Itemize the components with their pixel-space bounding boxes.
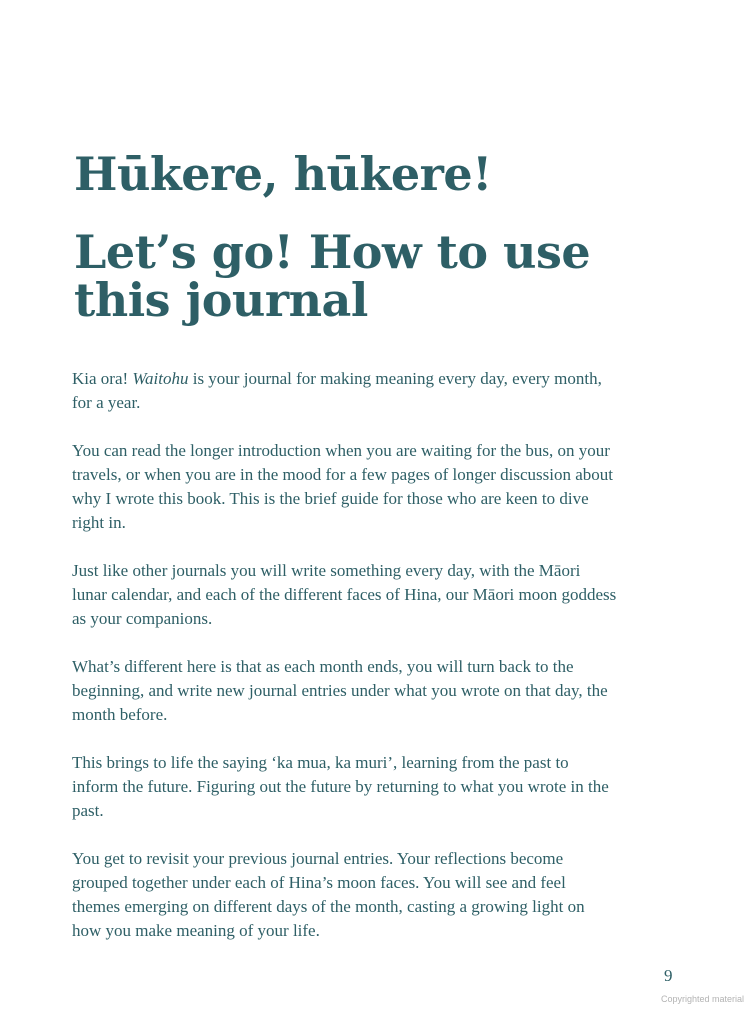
paragraph-4: What’s different here is that as each month ends, you will turn back to the beginning, and write new journal entries under what you wrote on that day, the month before. (72, 657, 608, 724)
paragraph-1-end: is your journal for making meaning every day, every month, for a year. (72, 369, 602, 412)
heading-line-1: Hūkere, hūkere! (74, 147, 492, 201)
paragraph-1-start: Kia ora! (72, 369, 133, 388)
heading-line-2: Let’s go! How to use this journal (74, 225, 591, 327)
page-number: 9 (664, 966, 673, 985)
paragraph-3: Just like other journals you will write something every day, with the Māori lunar calendar, and each of the different faces of Hina, our Māori moon goddess as your companions. (72, 561, 617, 628)
body-text (72, 367, 617, 967)
paragraph-6: You get to revisit your previous journal entries. Your reflections become grouped together under each of Hina’s moon faces. You will see and feel themes emerging on different days of the month, casting a growing light on how you make meaning of your life. (72, 849, 585, 940)
paragraph-5: This brings to life the saying ‘ka mua, ka muri’, learning from the past to inform the future. Figuring out the future by returning to what you wrote in the past. (72, 753, 609, 820)
paragraph-2: You can read the longer introduction when you are waiting for the bus, on your travels, or when you are in the mood for a few pages of longer discussion about why I wrote this book. This is the brief guide for those who are keen to dive right in. (72, 441, 614, 532)
copyright-notice: Copyrighted material (661, 994, 745, 1004)
journal-title: Waitohu (132, 369, 189, 388)
paragraph-1 (72, 367, 617, 415)
